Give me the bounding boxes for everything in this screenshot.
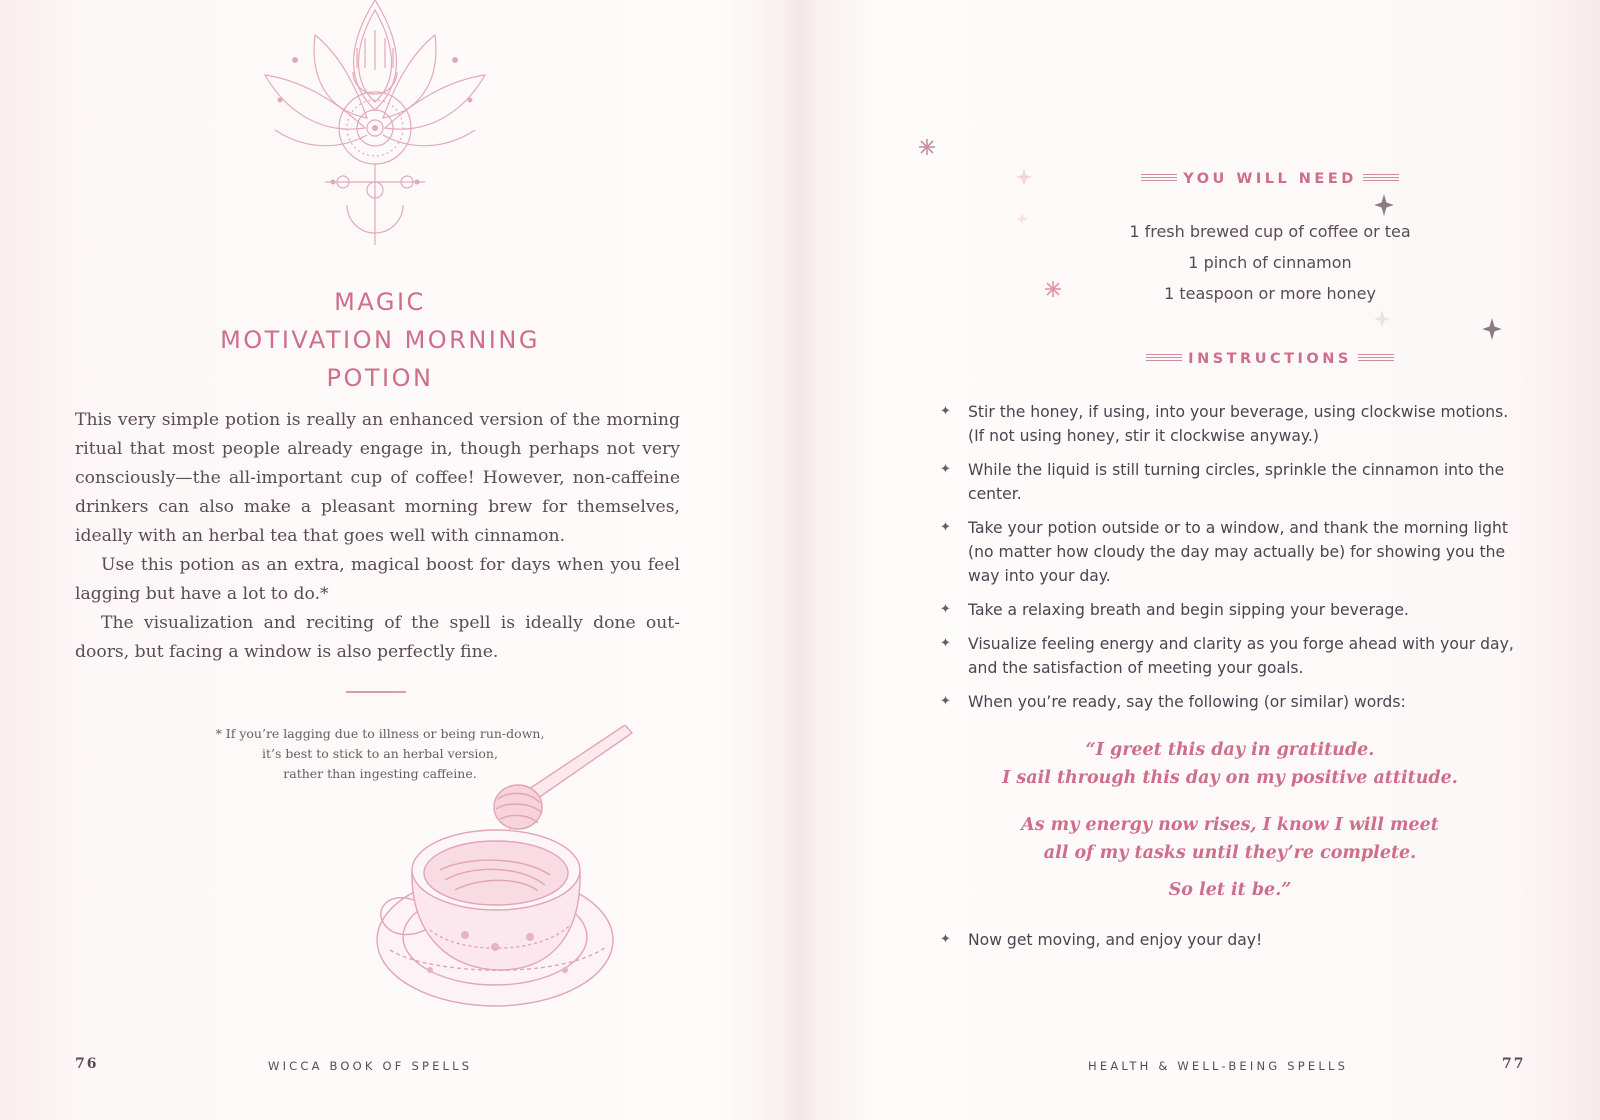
footnote-line: it’s best to stick to an herbal version,	[262, 746, 498, 761]
running-head-left: WICCA BOOK OF SPELLS	[268, 1059, 473, 1073]
sparkle-icon	[1016, 168, 1032, 186]
spell-verse-1	[960, 736, 1500, 792]
star-bullet-icon: ✦	[940, 636, 951, 651]
star-bullet-icon: ✦	[940, 462, 951, 477]
instructions-heading	[1080, 348, 1460, 372]
sparkle-icon	[918, 138, 936, 156]
step-text: Take a relaxing breath and begin sipping your beverage.	[968, 601, 1409, 619]
instruction-step	[940, 516, 1520, 588]
instruction-step	[940, 598, 1520, 622]
lotus-moon-ornament-icon	[255, 0, 495, 245]
heading-ornament	[1141, 174, 1177, 183]
step-text: When you’re ready, say the following (or similar) words:	[968, 693, 1406, 711]
spell-line: As my energy now rises, I know I will meet	[1021, 815, 1439, 835]
spell-title	[150, 283, 610, 397]
you-will-need-heading	[1080, 168, 1460, 192]
page-number-right: 77	[1502, 1056, 1526, 1072]
intro-paragraph: The visualization and reciting of the spell is ideally done outdoors, but facing a window is also perfectly fine.	[75, 613, 680, 662]
step-text: Visualize feeling energy and clarity as you forge ahead with your day, and the satisfaction of meeting your goals.	[968, 635, 1514, 677]
footnote-line: rather than ingesting caffeine.	[283, 766, 477, 781]
intro-text	[75, 406, 680, 667]
page-number-left: 76	[75, 1056, 99, 1072]
spell-line: “I greet this day in gratitude.	[1085, 740, 1375, 760]
step-text: Stir the honey, if using, into your beverage, using clockwise motions. (If not using honey, stir it clockwise anyway.)	[968, 403, 1509, 445]
instruction-steps	[940, 400, 1520, 724]
footnote-line: * If you’re lagging due to illness or being run-down,	[215, 726, 545, 741]
you-will-need-label: YOU WILL NEED	[1183, 170, 1357, 187]
step-text: While the liquid is still turning circles, sprinkle the cinnamon into the center.	[968, 461, 1505, 503]
spell-line: I sail through this day on my positive attitude.	[1002, 768, 1458, 788]
intro-paragraph: This very simple potion is really an enhanced version of the morning ritual that most people already engage in, though perhaps not very consciously—the all-important cup of coffee! However, non-caffeine drinkers can also make a pleasant morning brew for themselves, ideally with an herbal tea that goes well with cinnamon.	[75, 410, 680, 546]
step-text: Take your potion outside or to a window, and thank the morning light (no matter how cloudy the day may actually be) for showing you the way into your day.	[968, 519, 1509, 585]
final-step-list	[940, 928, 1520, 962]
ingredient-item: 1 teaspoon or more honey	[1164, 284, 1376, 303]
instruction-step	[940, 632, 1520, 680]
instruction-step	[940, 400, 1520, 448]
star-bullet-icon: ✦	[940, 404, 951, 419]
title-line: POTION	[326, 364, 434, 392]
star-bullet-icon: ✦	[940, 602, 951, 617]
instruction-step	[940, 458, 1520, 506]
sparkle-icon	[1482, 318, 1502, 340]
step-text: Now get moving, and enjoy your day!	[968, 931, 1263, 949]
ingredient-item: 1 fresh brewed cup of coffee or tea	[1129, 222, 1411, 241]
sparkle-icon	[1016, 213, 1028, 225]
right-page	[800, 0, 1600, 1120]
spell-line: So let it be.”	[1168, 880, 1292, 900]
instruction-step	[940, 928, 1520, 952]
star-bullet-icon: ✦	[940, 520, 951, 535]
spell-verse-2	[960, 811, 1500, 867]
section-divider	[346, 691, 406, 693]
heading-ornament	[1363, 174, 1399, 183]
running-head-right: HEALTH & WELL-BEING SPELLS	[1088, 1059, 1349, 1073]
spell-line: all of my tasks until they’re complete.	[1043, 843, 1417, 863]
title-line: MOTIVATION MORNING	[220, 326, 540, 354]
star-bullet-icon: ✦	[940, 694, 951, 709]
ingredient-item: 1 pinch of cinnamon	[1188, 253, 1352, 272]
spell-verse-3	[960, 876, 1500, 904]
instruction-step	[940, 690, 1520, 714]
instructions-label: INSTRUCTIONS	[1188, 350, 1352, 367]
heading-ornament	[1146, 354, 1182, 363]
ingredient-list	[1040, 216, 1500, 309]
sparkle-icon	[1374, 310, 1390, 328]
star-bullet-icon: ✦	[940, 932, 951, 947]
intro-paragraph: Use this potion as an extra, magical boost for days when you feel lagging but have a lot to do.*	[75, 555, 680, 604]
teacup-honey-dipper-icon	[370, 725, 660, 1025]
sparkle-icon	[1374, 194, 1394, 216]
heading-ornament	[1358, 354, 1394, 363]
title-line: MAGIC	[334, 288, 426, 316]
